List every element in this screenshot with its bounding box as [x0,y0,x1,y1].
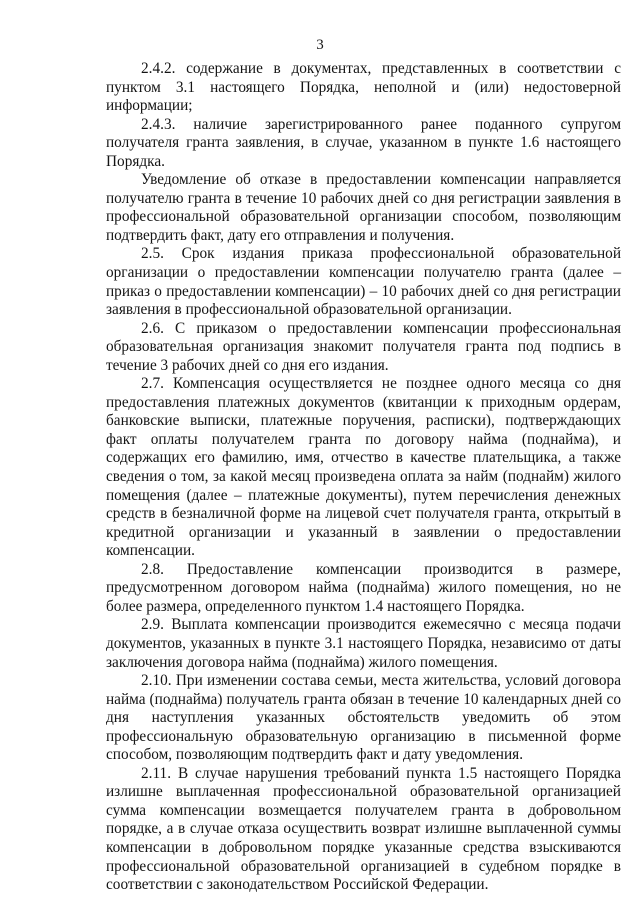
paragraph-2-9: 2.9. Выплата компенсации производится ежемесячно с месяца подачи документов, указанных в пункте 3.1 настоящего Порядка, независимо от даты заключения договора найма (поднайма) жилого помещения. [106,616,621,671]
paragraph-2-7: 2.7. Компенсация осуществляется не позднее одного месяца со дня предоставления платежных документов (квитанции к приходным ордерам, банковские выписки, платежные поручения, расписки), подтверждающих факт оплаты получателем гранта по договору найма (поднайма), и содержащих его фамилию, имя, отчество в качестве плательщика, а также сведения о том, за какой месяц произведена оплата за найм (поднайм) жилого помещения (далее – платежные документы), путем перечисления денежных средств в безналичной форме на лицевой счет получателя гранта, открытый в кредитной организации и указанный в заявлении о предоставлении компенсации. [106,375,621,560]
paragraph-2-6: 2.6. С приказом о предоставлении компенсации профессиональная образовательная организация знакомит получателя гранта под подпись в течение 3 рабочих дней со дня его издания. [106,319,621,374]
paragraph-2-4-2: 2.4.2. содержание в документах, представленных в соответствии с пунктом 3.1 настоящего Порядка, неполной и (или) недостоверной информации; [106,60,621,115]
page-number: 3 [316,37,324,53]
paragraph-2-10: 2.10. При изменении состава семьи, места жительства, условий договора найма (поднайма) получатель гранта обязан в течение 10 календарных дней со дня наступления указанных обстоятельств уведомить об этом профессиональную образовательную организацию в письменной форме способом, позволяющим подтвердить факт и дату уведомления. [106,672,621,764]
document-body [106,60,621,895]
paragraph-2-4-3: 2.4.3. наличие зарегистрированного ранее поданного супругом получателя гранта заявления, в случае, указанном в пункте 1.6 настоящего Порядка. [106,115,621,170]
paragraph-2-8: 2.8. Предоставление компенсации производится в размере, предусмотренном договором найма (поднайма) жилого помещения, но не более размера, определенного пунктом 1.4 настоящего Порядка. [106,560,621,615]
paragraph-refusal-notice: Уведомление об отказе в предоставлении компенсации направляется получателю гранта в течение 10 рабочих дней со дня регистрации заявления в профессиональной образовательной организации способом, позволяющим подтвердить факт, дату его отправления и получения. [106,171,621,244]
paragraph-2-5: 2.5. Срок издания приказа профессиональной образовательной организации о предоставлении компенсации получателю гранта (далее – приказ о предоставлении компенсации) – 10 рабочих дней со дня регистрации заявления в профессиональной образовательной организации. [106,245,621,319]
paragraph-2-11: 2.11. В случае нарушения требований пункта 1.5 настоящего Порядка излишне выплаченная профессиональной образовательной организацией сумма компенсации возмещается получателем гранта в добровольном порядке, а в случае отказа осуществить возврат излишне выплаченной суммы компенсации в добровольном порядке указанные средства взыскиваются профессиональной образовательной организацией в судебном порядке в соответствии с законодательством Российской Федерации. [106,764,621,894]
